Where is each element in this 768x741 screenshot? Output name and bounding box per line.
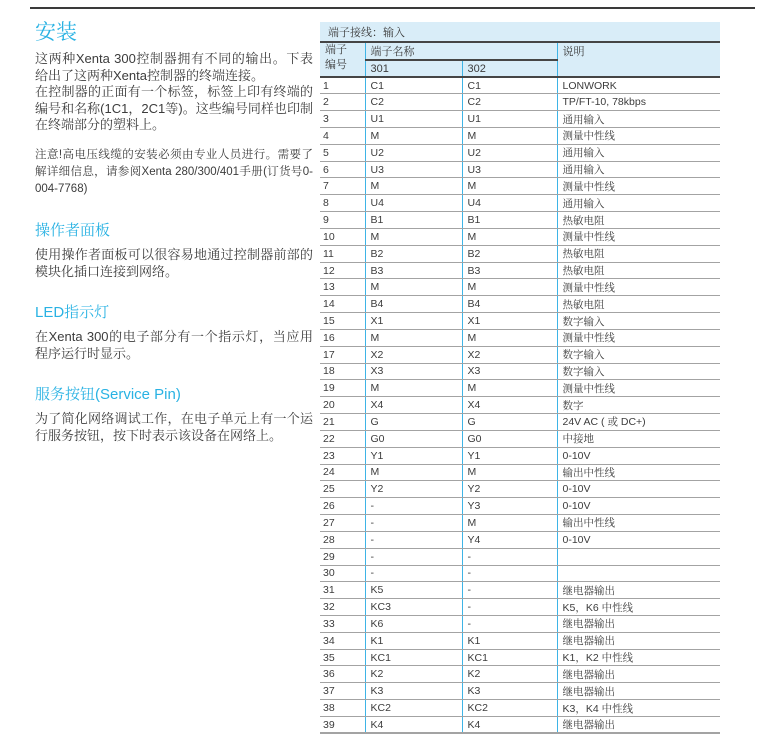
cell-description: 0-10V — [557, 498, 720, 515]
cell-301: B3 — [365, 262, 462, 279]
table-row — [320, 262, 720, 279]
cell-301: K3 — [365, 683, 462, 700]
table-caption: 端子接线：输入 — [320, 22, 720, 42]
cell-terminal-no: 5 — [320, 144, 365, 161]
cell-terminal-no: 1 — [320, 77, 365, 94]
section-led-indicator — [35, 303, 313, 362]
page-title: 安装 — [35, 21, 77, 44]
cell-301: U4 — [365, 195, 462, 212]
table-row — [320, 498, 720, 515]
cell-description: 继电器输出 — [557, 666, 720, 683]
cell-302: M — [462, 329, 557, 346]
cell-302: X1 — [462, 313, 557, 330]
cell-302: B1 — [462, 212, 557, 229]
table-row — [320, 279, 720, 296]
table-header-row-1 — [320, 42, 720, 60]
cell-description: 0-10V — [557, 481, 720, 498]
cell-terminal-no: 4 — [320, 127, 365, 144]
cell-description: K3，K4 中性线 — [557, 700, 720, 717]
cell-description: 继电器输出 — [557, 683, 720, 700]
cell-terminal-no: 15 — [320, 313, 365, 330]
cell-301: K6 — [365, 616, 462, 633]
cell-302: B3 — [462, 262, 557, 279]
cell-302: Y2 — [462, 481, 557, 498]
cell-301: Y2 — [365, 481, 462, 498]
table-row — [320, 700, 720, 717]
table-row — [320, 716, 720, 733]
col-header-301: 301 — [365, 60, 462, 77]
cell-301: X3 — [365, 363, 462, 380]
cell-description: 数字输入 — [557, 346, 720, 363]
cell-301: U3 — [365, 161, 462, 178]
table-row — [320, 77, 720, 94]
cell-terminal-no: 20 — [320, 397, 365, 414]
cell-301: G0 — [365, 430, 462, 447]
table-row — [320, 414, 720, 431]
cell-301: - — [365, 498, 462, 515]
table-row — [320, 161, 720, 178]
col-header-302: 302 — [462, 60, 557, 77]
cell-302: B2 — [462, 245, 557, 262]
cell-terminal-no: 29 — [320, 548, 365, 565]
cell-terminal-no: 18 — [320, 363, 365, 380]
cell-description: 0-10V — [557, 447, 720, 464]
cell-terminal-no: 24 — [320, 464, 365, 481]
cell-302: U2 — [462, 144, 557, 161]
cell-301: B2 — [365, 245, 462, 262]
note-paragraph: 注意!高电压线缆的安装必须由专业人员进行。需要了解详细信息，请参阅Xenta 280/300/401手册(订货号0-004-7768) — [35, 148, 313, 195]
cell-301: - — [365, 531, 462, 548]
cell-description — [557, 565, 720, 582]
cell-terminal-no: 8 — [320, 195, 365, 212]
cell-301: KC1 — [365, 649, 462, 666]
table-row — [320, 144, 720, 161]
terminal-wiring-table — [320, 22, 720, 734]
cell-301: M — [365, 127, 462, 144]
cell-description: 热敏电阻 — [557, 296, 720, 313]
section-service-pin — [35, 385, 313, 444]
cell-description: 输出中性线 — [557, 515, 720, 532]
cell-302: C1 — [462, 77, 557, 94]
section-body-led-indicator: 在Xenta 300的电子部分有一个指示灯，当应用程序运行时显示。 — [35, 328, 313, 361]
cell-description: 热敏电阻 — [557, 262, 720, 279]
cell-302: K2 — [462, 666, 557, 683]
cell-302: Y1 — [462, 447, 557, 464]
table-row — [320, 346, 720, 363]
cell-terminal-no: 2 — [320, 94, 365, 111]
table-row — [320, 430, 720, 447]
cell-302: M — [462, 464, 557, 481]
table-row — [320, 582, 720, 599]
section-heading-led-indicator: LED指示灯 — [35, 303, 110, 321]
section-body-operator-panel: 使用操作者面板可以很容易地通过控制器前部的模块化插口连接到网络。 — [35, 246, 313, 279]
intro-paragraph-2: 在控制器的正面有一个标签，标签上印有终端的编号和名称(1C1，2C1等)。这些编号同样也印制在终端部分的塑料上。 — [35, 84, 313, 132]
cell-302: U1 — [462, 111, 557, 128]
cell-description: 继电器输出 — [557, 632, 720, 649]
col-header-terminal-no-line2: 编号 — [325, 59, 347, 71]
table-row — [320, 127, 720, 144]
cell-description: 测量中性线 — [557, 329, 720, 346]
cell-302: - — [462, 616, 557, 633]
cell-301: U1 — [365, 111, 462, 128]
table-row — [320, 228, 720, 245]
cell-description: 测量中性线 — [557, 279, 720, 296]
section-heading-service-pin: 服务按钮(Service Pin) — [35, 385, 181, 403]
cell-description — [557, 548, 720, 565]
cell-description: 通用输入 — [557, 111, 720, 128]
cell-302: - — [462, 599, 557, 616]
cell-description: 测量中性线 — [557, 380, 720, 397]
terminal-table-container — [320, 22, 722, 734]
table-row — [320, 683, 720, 700]
cell-301: X4 — [365, 397, 462, 414]
cell-description: K5，K6 中性线 — [557, 599, 720, 616]
cell-description: 通用输入 — [557, 195, 720, 212]
cell-terminal-no: 13 — [320, 279, 365, 296]
table-row — [320, 178, 720, 195]
cell-terminal-no: 11 — [320, 245, 365, 262]
cell-301: B1 — [365, 212, 462, 229]
cell-302: M — [462, 279, 557, 296]
cell-terminal-no: 6 — [320, 161, 365, 178]
table-row — [320, 363, 720, 380]
cell-301: M — [365, 464, 462, 481]
cell-terminal-no: 27 — [320, 515, 365, 532]
cell-terminal-no: 39 — [320, 716, 365, 733]
table-row — [320, 666, 720, 683]
cell-terminal-no: 7 — [320, 178, 365, 195]
cell-301: X1 — [365, 313, 462, 330]
cell-description: 数字输入 — [557, 313, 720, 330]
cell-terminal-no: 9 — [320, 212, 365, 229]
cell-description: 继电器输出 — [557, 716, 720, 733]
cell-terminal-no: 19 — [320, 380, 365, 397]
cell-301: B4 — [365, 296, 462, 313]
table-row — [320, 329, 720, 346]
cell-description: LONWORK — [557, 77, 720, 94]
cell-302: K4 — [462, 716, 557, 733]
table-row — [320, 548, 720, 565]
table-row — [320, 111, 720, 128]
cell-301: KC3 — [365, 599, 462, 616]
cell-terminal-no: 31 — [320, 582, 365, 599]
cell-302: X3 — [462, 363, 557, 380]
cell-terminal-no: 36 — [320, 666, 365, 683]
left-column — [35, 20, 313, 444]
cell-301: KC2 — [365, 700, 462, 717]
cell-description: 热敏电阻 — [557, 245, 720, 262]
cell-301: - — [365, 565, 462, 582]
section-body-service-pin: 为了简化网络调试工作，在电子单元上有一个运行服务按钮，按下时表示该设备在网络上。 — [35, 410, 313, 443]
table-row — [320, 599, 720, 616]
cell-301: K2 — [365, 666, 462, 683]
cell-description: 热敏电阻 — [557, 212, 720, 229]
cell-description: 继电器输出 — [557, 616, 720, 633]
table-row — [320, 481, 720, 498]
cell-301: G — [365, 414, 462, 431]
top-rule — [30, 7, 755, 9]
terminal-table-body — [320, 77, 720, 733]
col-header-terminal-name: 端子名称 — [365, 42, 557, 60]
table-row — [320, 531, 720, 548]
cell-302: U4 — [462, 195, 557, 212]
table-row — [320, 632, 720, 649]
col-header-terminal-no — [320, 42, 365, 77]
cell-301: - — [365, 548, 462, 565]
section-operator-panel — [35, 221, 313, 280]
table-row — [320, 94, 720, 111]
cell-terminal-no: 26 — [320, 498, 365, 515]
cell-description: 数字输入 — [557, 363, 720, 380]
cell-terminal-no: 22 — [320, 430, 365, 447]
cell-301: M — [365, 329, 462, 346]
cell-terminal-no: 35 — [320, 649, 365, 666]
cell-302: M — [462, 178, 557, 195]
table-row — [320, 212, 720, 229]
table-row — [320, 313, 720, 330]
cell-302: M — [462, 515, 557, 532]
cell-302: K1 — [462, 632, 557, 649]
cell-301: C2 — [365, 94, 462, 111]
cell-302: G — [462, 414, 557, 431]
cell-302: G0 — [462, 430, 557, 447]
col-header-description: 说明 — [557, 42, 720, 77]
cell-terminal-no: 14 — [320, 296, 365, 313]
cell-terminal-no: 17 — [320, 346, 365, 363]
cell-description: 继电器输出 — [557, 582, 720, 599]
cell-description: 数字 — [557, 397, 720, 414]
cell-301: M — [365, 178, 462, 195]
cell-description: 通用输入 — [557, 161, 720, 178]
cell-301: K5 — [365, 582, 462, 599]
cell-302: KC2 — [462, 700, 557, 717]
cell-description: 0-10V — [557, 531, 720, 548]
cell-terminal-no: 25 — [320, 481, 365, 498]
table-row — [320, 515, 720, 532]
cell-description: 中接地 — [557, 430, 720, 447]
cell-302: K3 — [462, 683, 557, 700]
table-caption-row — [320, 22, 720, 42]
cell-terminal-no: 16 — [320, 329, 365, 346]
cell-301: Y1 — [365, 447, 462, 464]
table-row — [320, 380, 720, 397]
cell-302: Y4 — [462, 531, 557, 548]
cell-302: X2 — [462, 346, 557, 363]
cell-302: M — [462, 228, 557, 245]
table-row — [320, 195, 720, 212]
table-row — [320, 245, 720, 262]
cell-terminal-no: 30 — [320, 565, 365, 582]
cell-301: U2 — [365, 144, 462, 161]
cell-terminal-no: 38 — [320, 700, 365, 717]
table-row — [320, 565, 720, 582]
table-row — [320, 649, 720, 666]
cell-301: C1 — [365, 77, 462, 94]
intro-paragraph-1: 这两种Xenta 300控制器拥有不同的输出。下表给出了这两种Xenta控制器的终端连接。 — [35, 51, 313, 83]
cell-terminal-no: 10 — [320, 228, 365, 245]
terminal-table-header — [320, 22, 720, 77]
cell-302: B4 — [462, 296, 557, 313]
cell-description: TP/FT-10, 78kbps — [557, 94, 720, 111]
cell-301: K4 — [365, 716, 462, 733]
cell-terminal-no: 28 — [320, 531, 365, 548]
cell-301: X2 — [365, 346, 462, 363]
cell-301: M — [365, 279, 462, 296]
cell-301: K1 — [365, 632, 462, 649]
cell-302: M — [462, 380, 557, 397]
section-heading-operator-panel: 操作者面板 — [35, 221, 111, 239]
cell-301: M — [365, 228, 462, 245]
cell-302: C2 — [462, 94, 557, 111]
table-row — [320, 447, 720, 464]
table-row — [320, 397, 720, 414]
cell-terminal-no: 34 — [320, 632, 365, 649]
cell-301: M — [365, 380, 462, 397]
cell-301: - — [365, 515, 462, 532]
cell-description: 测量中性线 — [557, 127, 720, 144]
cell-terminal-no: 23 — [320, 447, 365, 464]
cell-description: 测量中性线 — [557, 228, 720, 245]
table-row — [320, 464, 720, 481]
cell-description: 输出中性线 — [557, 464, 720, 481]
cell-302: KC1 — [462, 649, 557, 666]
table-row — [320, 296, 720, 313]
cell-302: Y3 — [462, 498, 557, 515]
col-header-terminal-no-line1: 端子 — [325, 44, 347, 56]
cell-description: 通用输入 — [557, 144, 720, 161]
cell-302: - — [462, 565, 557, 582]
cell-terminal-no: 37 — [320, 683, 365, 700]
cell-terminal-no: 12 — [320, 262, 365, 279]
cell-description: 24V AC ( 或 DC+) — [557, 414, 720, 431]
cell-terminal-no: 21 — [320, 414, 365, 431]
cell-302: - — [462, 548, 557, 565]
cell-302: X4 — [462, 397, 557, 414]
cell-terminal-no: 33 — [320, 616, 365, 633]
cell-description: 测量中性线 — [557, 178, 720, 195]
cell-description: K1，K2 中性线 — [557, 649, 720, 666]
cell-terminal-no: 3 — [320, 111, 365, 128]
cell-302: - — [462, 582, 557, 599]
table-row — [320, 616, 720, 633]
cell-302: U3 — [462, 161, 557, 178]
cell-terminal-no: 32 — [320, 599, 365, 616]
cell-302: M — [462, 127, 557, 144]
